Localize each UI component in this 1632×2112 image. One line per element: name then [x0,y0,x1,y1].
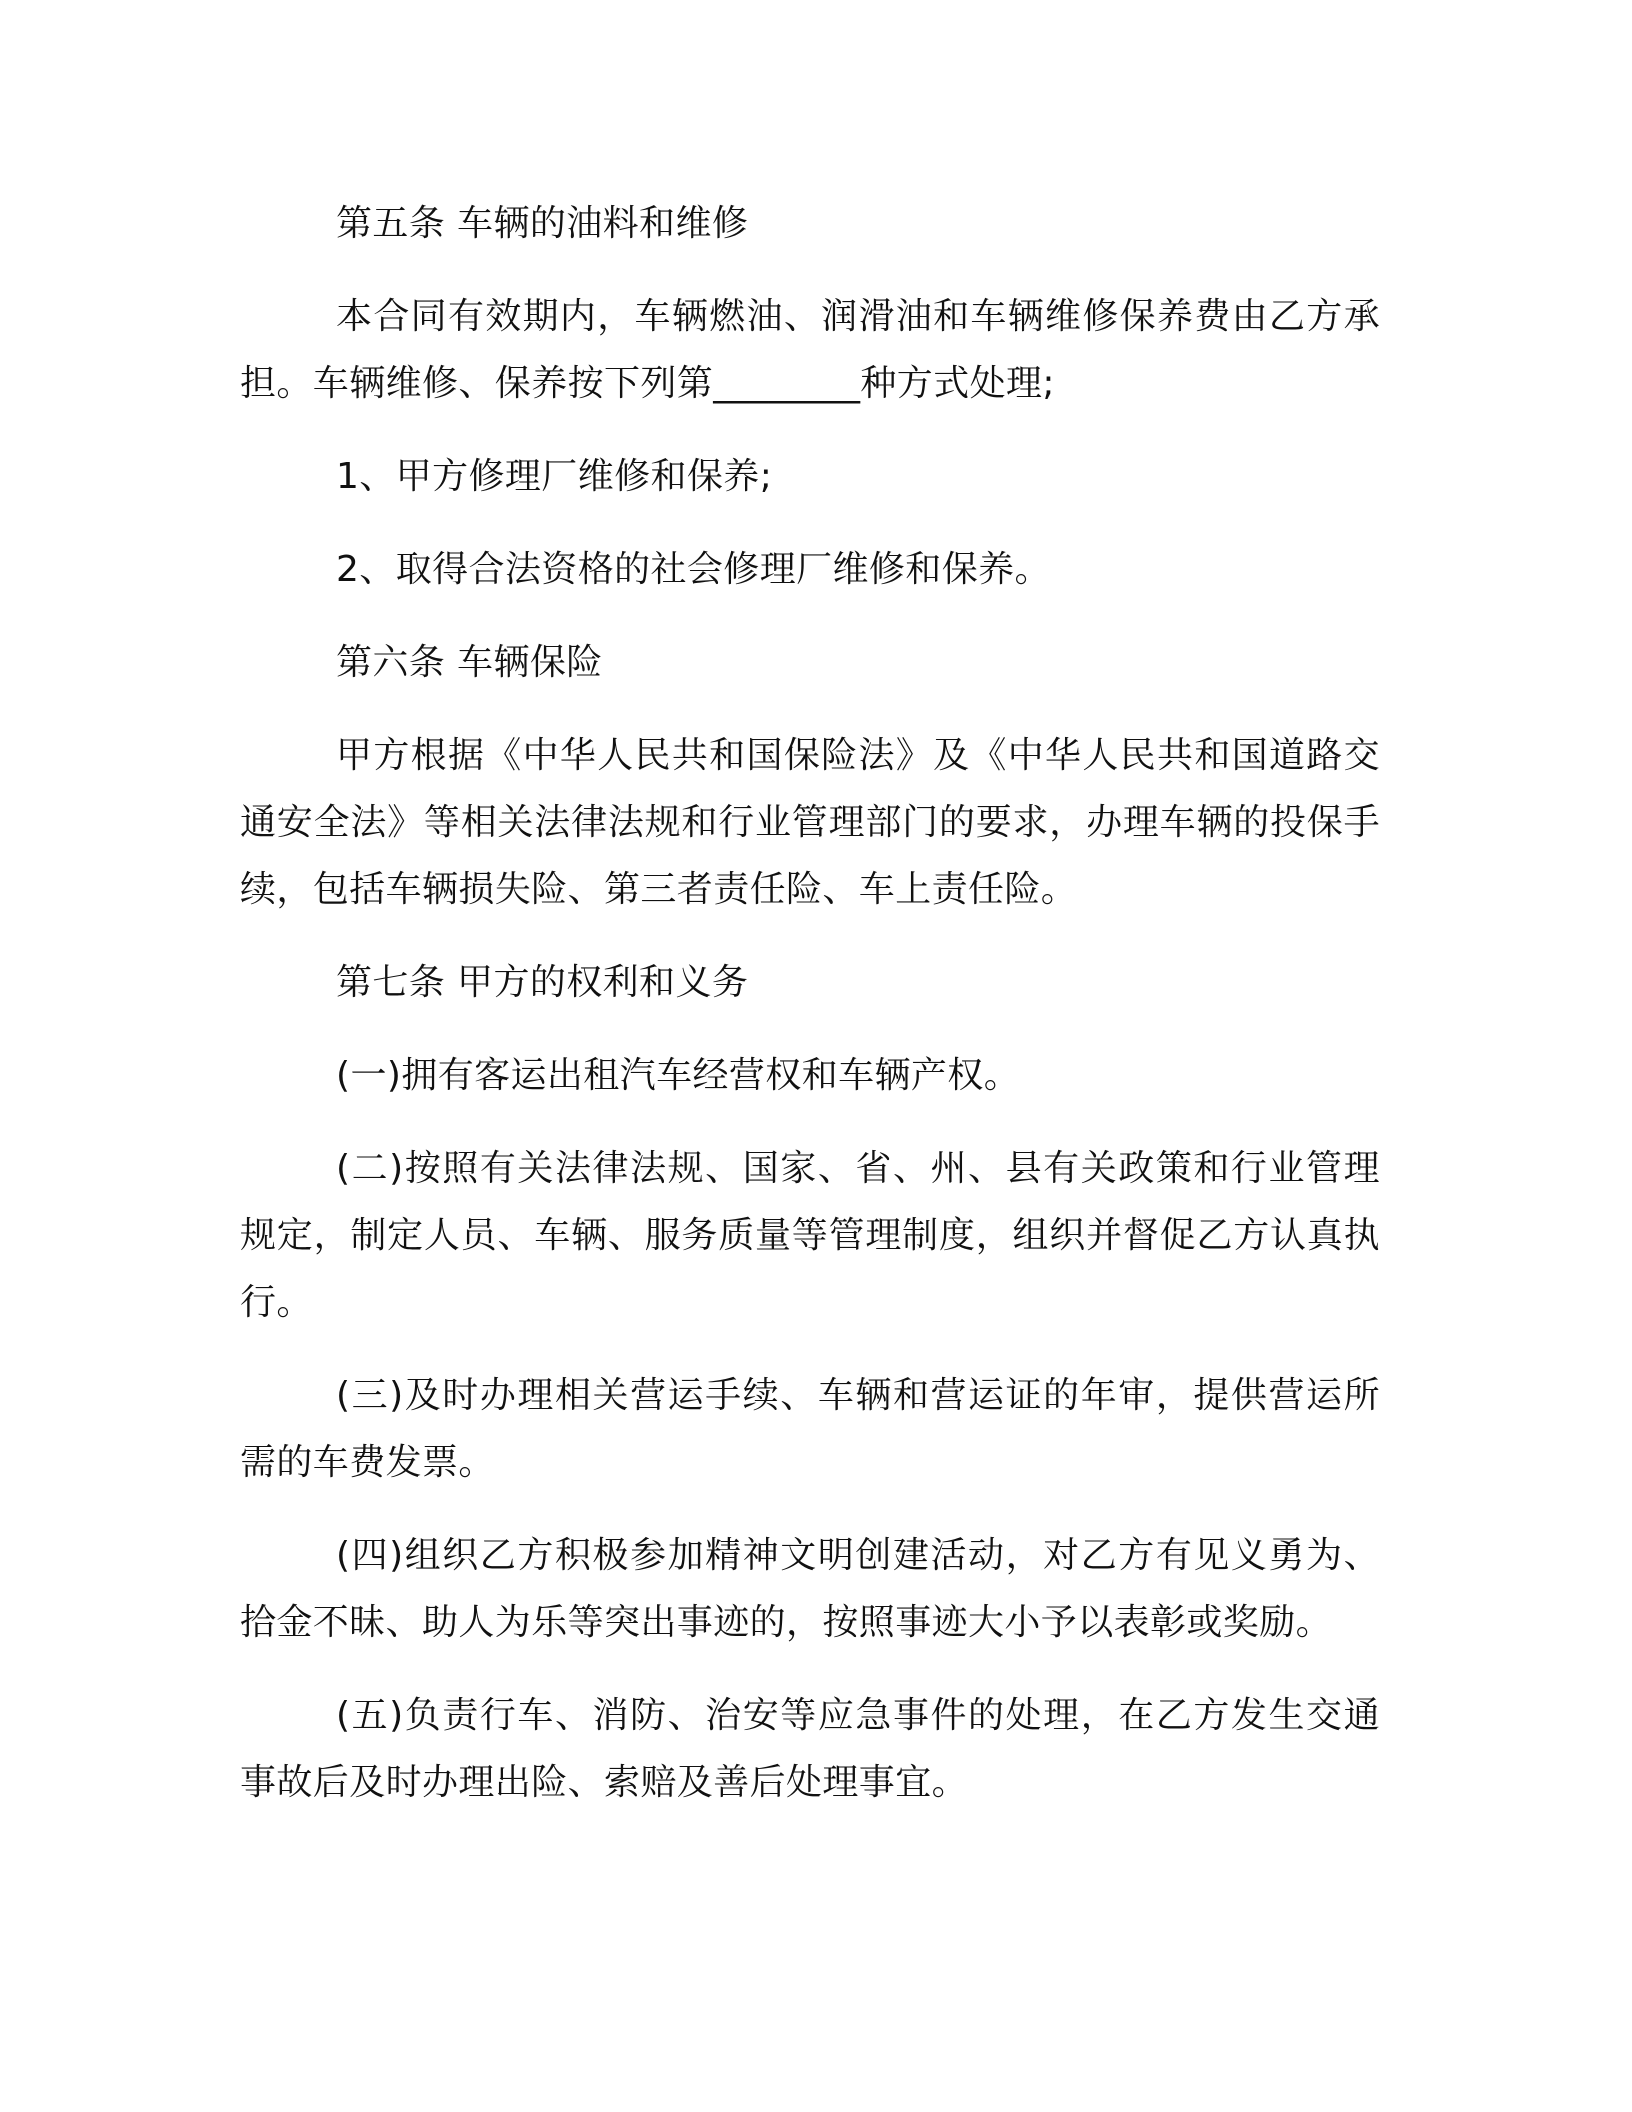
document-body [240,190,1380,1842]
article-7-item-2: (二)按照有关法律法规、国家、省、州、县有关政策和行业管理规定，制定人员、车辆、服务质量等管理制度，组织并督促乙方认真执行。 [240,1148,1380,1323]
article-6-paragraph: 甲方根据《中华人民共和国保险法》及《中华人民共和国道路交通安全法》等相关法律法规和行业管理部门的要求，办理车辆的投保手续，包括车辆损失险、第三者责任险、车上责任险。 [240,735,1380,910]
article-5-heading: 第五条 车辆的油料和维修 [336,203,749,244]
article-7-item-5: (五)负责行车、消防、治安等应急事件的处理，在乙方发生交通事故后及时办理出险、索赔及善后处理事宜。 [240,1695,1380,1803]
article-5-paragraph: 本合同有效期内，车辆燃油、润滑油和车辆维修保养费由乙方承担。车辆维修、保养按下列第________种方式处理; [240,296,1380,404]
article-7-item-1: (一)拥有客运出租汽车经营权和车辆产权。 [336,1055,1021,1096]
article-5-option-2: 2、取得合法资格的社会修理厂维修和保养。 [336,549,1051,590]
article-7-item-4: (四)组织乙方积极参加精神文明创建活动，对乙方有见义勇为、拾金不昧、助人为乐等突出事迹的，按照事迹大小予以表彰或奖励。 [240,1535,1380,1643]
article-7-heading: 第七条 甲方的权利和义务 [336,962,749,1003]
article-5-option-1: 1、甲方修理厂维修和保养; [336,456,773,497]
article-7-item-3: (三)及时办理相关营运手续、车辆和营运证的年审，提供营运所需的车费发票。 [240,1375,1380,1483]
article-6-heading: 第六条 车辆保险 [336,642,603,683]
